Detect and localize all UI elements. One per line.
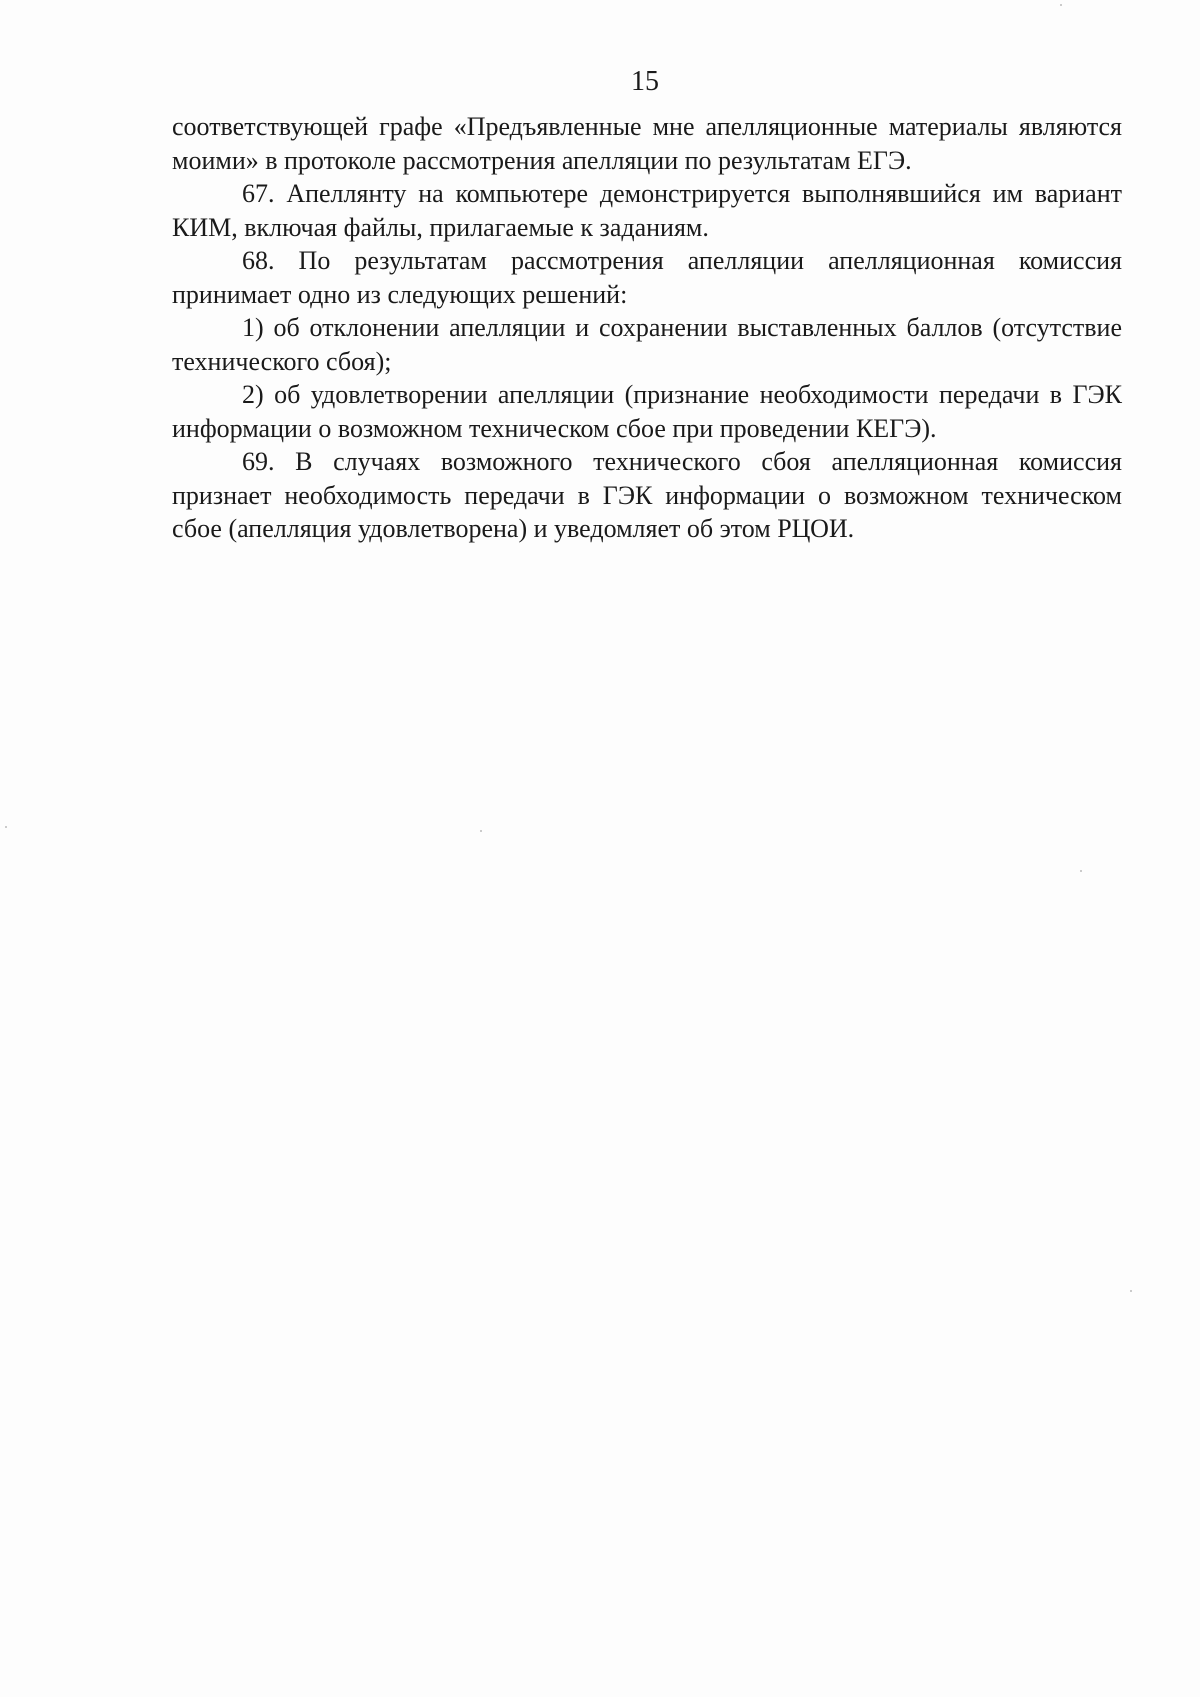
paragraph-68-item-2: 2) об удовлетворении апелляции (признание необходимости передачи в ГЭК информации о возможном техническом сбое при проведении КЕГЭ). [172,380,1122,443]
page-number: 15 [631,66,659,97]
scan-speck [480,830,482,832]
paragraph-67: 67. Апеллянту на компьютере демонстрируется выполнявшийся им вариант КИМ, включая файлы, прилагаемые к заданиям. [172,179,1122,242]
paragraph-68-item-1: 1) об отклонении апелляции и сохранении выставленных баллов (отсутствие технического сбоя); [172,313,1122,376]
scan-speck [1080,870,1082,872]
paragraph-68: 68. По результатам рассмотрения апелляции апелляционная комиссия принимает одно из следующих решений: [172,246,1122,309]
scan-speck [5,826,7,828]
scan-speck [1130,1290,1132,1292]
paragraph-69: 69. В случаях возможного технического сбоя апелляционная комиссия признает необходимость передачи в ГЭК информации о возможном техническом сбое (апелляция удовлетворена) и уведомляет об этом РЦОИ. [172,447,1122,543]
paragraph-continuation: соответствующей графе «Предъявленные мне апелляционные материалы являются моими» в протоколе рассмотрения апелляции по результатам ЕГЭ. [172,112,1122,175]
document-body [172,110,1122,546]
scan-speck [1060,4,1062,6]
